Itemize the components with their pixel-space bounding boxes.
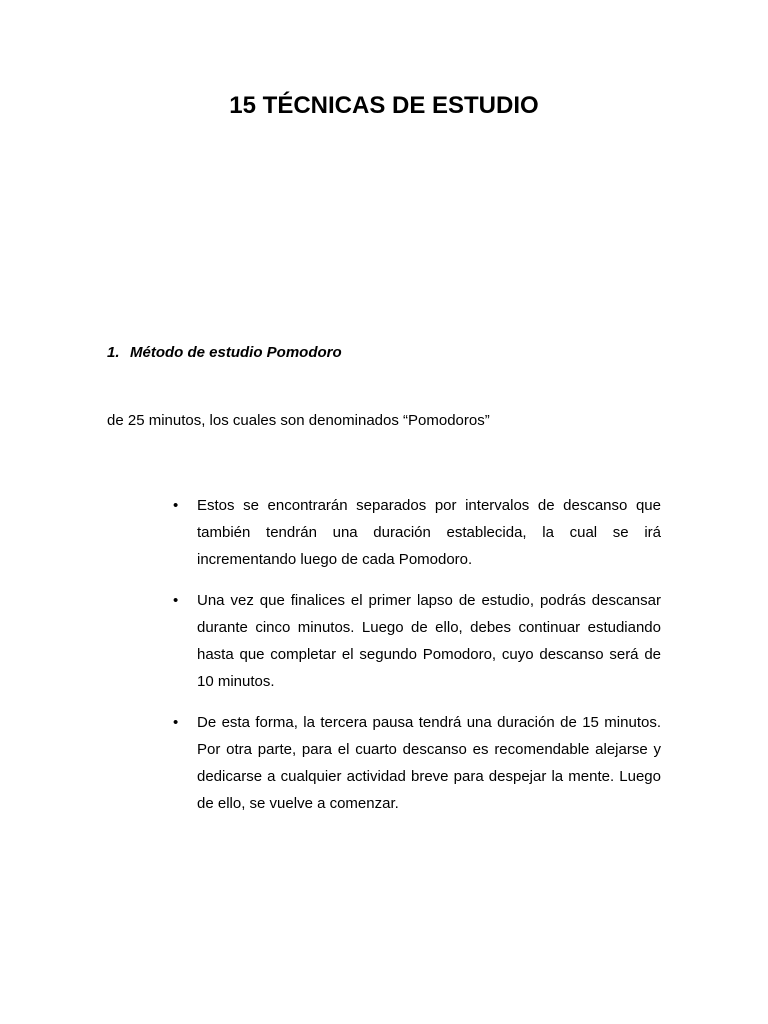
bullet-item: • De esta forma, la tercera pausa tendrá una duración de 15 minutos. Por otra parte, para el cuarto descanso es recomendable alejarse y dedicarse a cualquier actividad breve para despejar la mente. Luego de ello, se vuelve a comenzar. [197,709,661,817]
bullet-item: • Una vez que finalices el primer lapso de estudio, podrás descansar durante cinco minutos. Luego de ello, debes continuar estudiando hasta que completar el segundo Pomodoro, cuyo descanso será de 10 minutos. [197,587,661,695]
document-title: 15 TÉCNICAS DE ESTUDIO [229,92,539,119]
bullet-list [197,492,661,831]
intro-paragraph: de 25 minutos, los cuales son denominados “Pomodoros” [107,412,490,429]
section-number: 1. [107,344,120,361]
section-heading [107,343,342,363]
bullet-item: • Estos se encontrarán separados por intervalos de descanso que también tendrán una duración establecida, la cual se irá incrementando luego de cada Pomodoro. [197,492,661,573]
section-heading-text: Método de estudio Pomodoro [130,344,342,361]
